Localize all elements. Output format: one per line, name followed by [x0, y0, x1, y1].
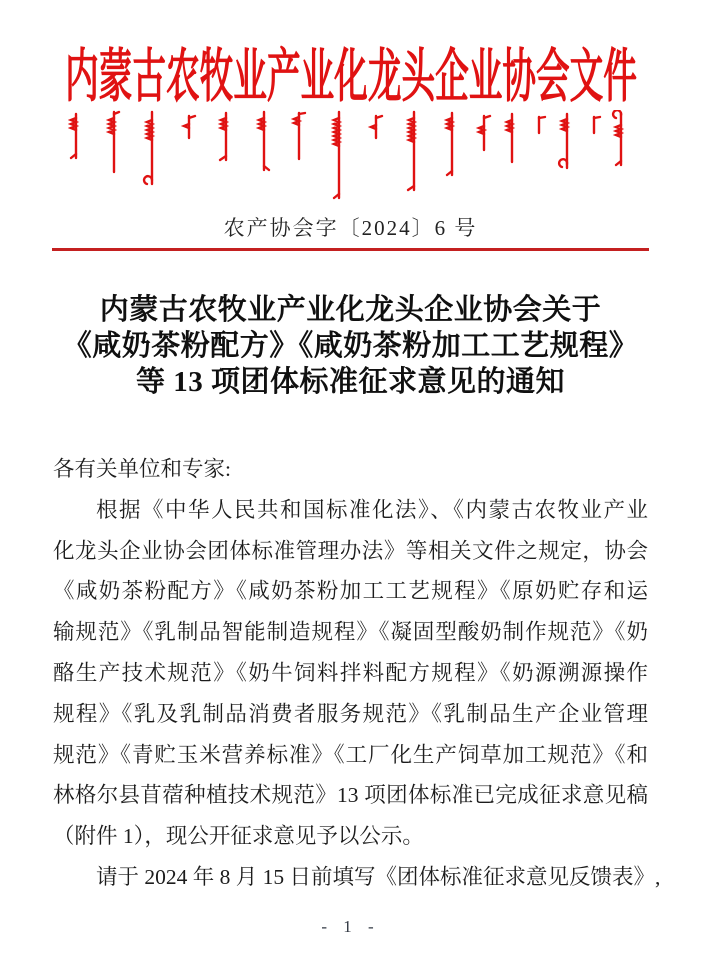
doc-number: 农产协会字〔2024〕6 号 — [223, 216, 478, 240]
org-title-text: 内蒙古农牧业产业化龙头企业协会文件 — [64, 44, 637, 109]
body-line: 输规范》《乳制品智能制造规程》《凝固型酸奶制作规范》《奶 — [53, 620, 648, 645]
body-line: 林格尔县苜蓿种植技术规范》13 项团体标准已完成征求意见稿 — [53, 783, 648, 808]
body-line: 规范》《青贮玉米营养标准》《工厂化生产饲草加工规范》《和 — [53, 742, 648, 767]
body-line: 酪生产技术规范》《奶牛饲料拌料配方规程》《奶源溯源操作 — [53, 660, 648, 685]
body-line: 规程》《乳及乳制品消费者服务规范》《乳制品生产企业管理 — [53, 701, 648, 726]
body-line: 《咸奶茶粉配方》《咸奶茶粉加工工艺规程》《原奶贮存和运 — [53, 579, 648, 604]
mongolian-script-row — [0, 110, 701, 202]
red-separator-line — [52, 248, 649, 251]
document-title — [0, 292, 701, 400]
body-line: （附件 1），现公开征求意见予以公示。 — [53, 824, 424, 849]
document-title-line-2: 《咸奶茶粉配方》《咸奶茶粉加工工艺规程》 — [62, 330, 639, 362]
document-body — [0, 449, 701, 898]
document-title-line-1: 内蒙古农牧业产业化龙头企业协会关于 — [99, 294, 602, 326]
body-line-salutation: 各有关单位和专家: — [53, 457, 231, 481]
red-header-title — [0, 34, 701, 108]
mongolian-script-icon — [68, 110, 633, 202]
body-line: 根据《中华人民共和国标准化法》、《内蒙古农牧业产业 — [96, 497, 648, 522]
document-title-line-3: 等 13 项团体标准征求意见的通知 — [135, 366, 565, 398]
body-line: 化龙头企业协会团体标准管理办法》等相关文件之规定，协会 — [53, 538, 648, 563]
body-line: 请于 2024 年 8 月 15 日前填写《团体标准征求意见反馈表》, — [96, 864, 661, 889]
page-number: - 1 - — [321, 917, 380, 936]
